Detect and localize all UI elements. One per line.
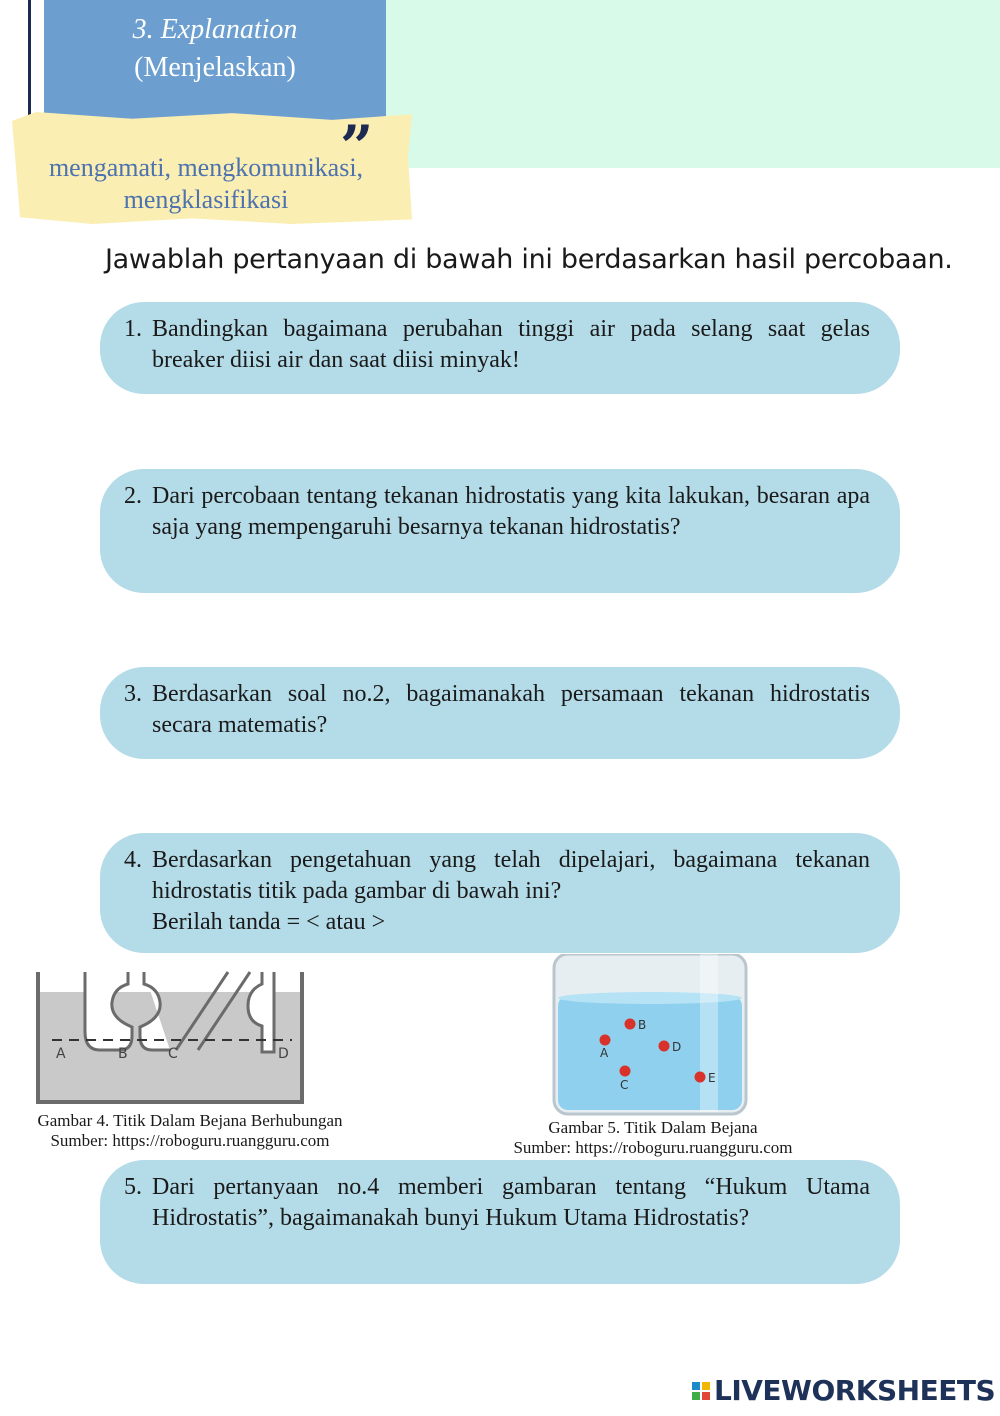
point-d: [659, 1041, 670, 1052]
question-text: Berdasarkan soal no.2, bagaimanakah persamaan tekanan hidrostatis secara matematis?: [152, 681, 870, 738]
point-label-a: A: [56, 1046, 66, 1062]
liveworksheets-logo: [692, 1374, 995, 1407]
question-3: [100, 667, 900, 759]
question-text: Dari percobaan tentang tekanan hidrostatis yang kita lakukan, besaran apa saja yang mempengaruhi besarnya tekanan hidrostatis?: [152, 483, 870, 540]
point-label-d: D: [672, 1040, 682, 1054]
point-label-b: B: [118, 1046, 128, 1062]
point-b: [625, 1019, 636, 1030]
question-text-wrap: [152, 845, 870, 937]
point-label-c: C: [620, 1078, 629, 1092]
point-label-a: A: [600, 1046, 609, 1060]
header-band: [370, 0, 1000, 168]
question-4: [100, 833, 900, 953]
point-e: [695, 1072, 706, 1083]
figure-4-source: Sumber: https://roboguru.ruangguru.com: [50, 1131, 330, 1150]
figure-5-caption: [488, 1118, 818, 1158]
question-number: 4.: [124, 847, 142, 873]
question-5: [100, 1160, 900, 1284]
point-label-d: D: [278, 1046, 289, 1062]
question-text: Dari pertanyaan no.4 memberi gambaran tentang “Hukum Utama Hidrostatis”, bagaimanakah bunyi Hukum Utama Hidrostatis?: [152, 1174, 870, 1231]
step-title-box: [44, 0, 386, 134]
brand-squares-icon: [692, 1382, 710, 1400]
brand-name: LIVEWORKSHEETS: [714, 1374, 996, 1407]
question-number: 3.: [124, 681, 142, 707]
step-title: 3. Explanation: [132, 14, 298, 45]
instruction-text: Jawablah pertanyaan di bawah ini berdasarkan hasil percobaan.: [105, 244, 953, 275]
figure-5-source: Sumber: https://roboguru.ruangguru.com: [513, 1138, 793, 1157]
quote-mark-icon: ”: [340, 113, 374, 181]
step-subtitle: (Menjelaskan): [134, 52, 296, 83]
figure-4-caption: [5, 1111, 375, 1151]
question-number: 1.: [124, 316, 142, 342]
skills-line-2: mengklasifikasi: [123, 185, 289, 214]
point-c: [620, 1066, 631, 1077]
question-2: [100, 469, 900, 593]
glass-reflection: [700, 954, 718, 1112]
point-label-b: B: [638, 1018, 647, 1032]
beaker-figure: [548, 954, 752, 1120]
question-hint: Berilah tanda = < atau >: [152, 909, 386, 935]
question-text: Bandingkan bagaimana perubahan tinggi air pada selang saat gelas breaker diisi air dan saat diisi minyak!: [152, 316, 870, 373]
question-number: 5.: [124, 1174, 142, 1200]
point-label-e: E: [708, 1071, 716, 1085]
figure-5-title: Gambar 5. Titik Dalam Bejana: [548, 1118, 758, 1137]
figure-4-title: Gambar 4. Titik Dalam Bejana Berhubungan: [37, 1111, 343, 1130]
connected-vessels-figure: [30, 962, 310, 1112]
question-text: Berdasarkan pengetahuan yang telah dipelajari, bagaimana tekanan hidrostatis titik pada gambar di bawah ini?: [152, 847, 870, 904]
question-number: 2.: [124, 483, 142, 509]
skills-line-1: mengamati, mengkomunikasi,: [48, 153, 364, 182]
point-label-c: C: [168, 1046, 178, 1062]
point-a: [600, 1035, 611, 1046]
question-1: [100, 302, 900, 394]
